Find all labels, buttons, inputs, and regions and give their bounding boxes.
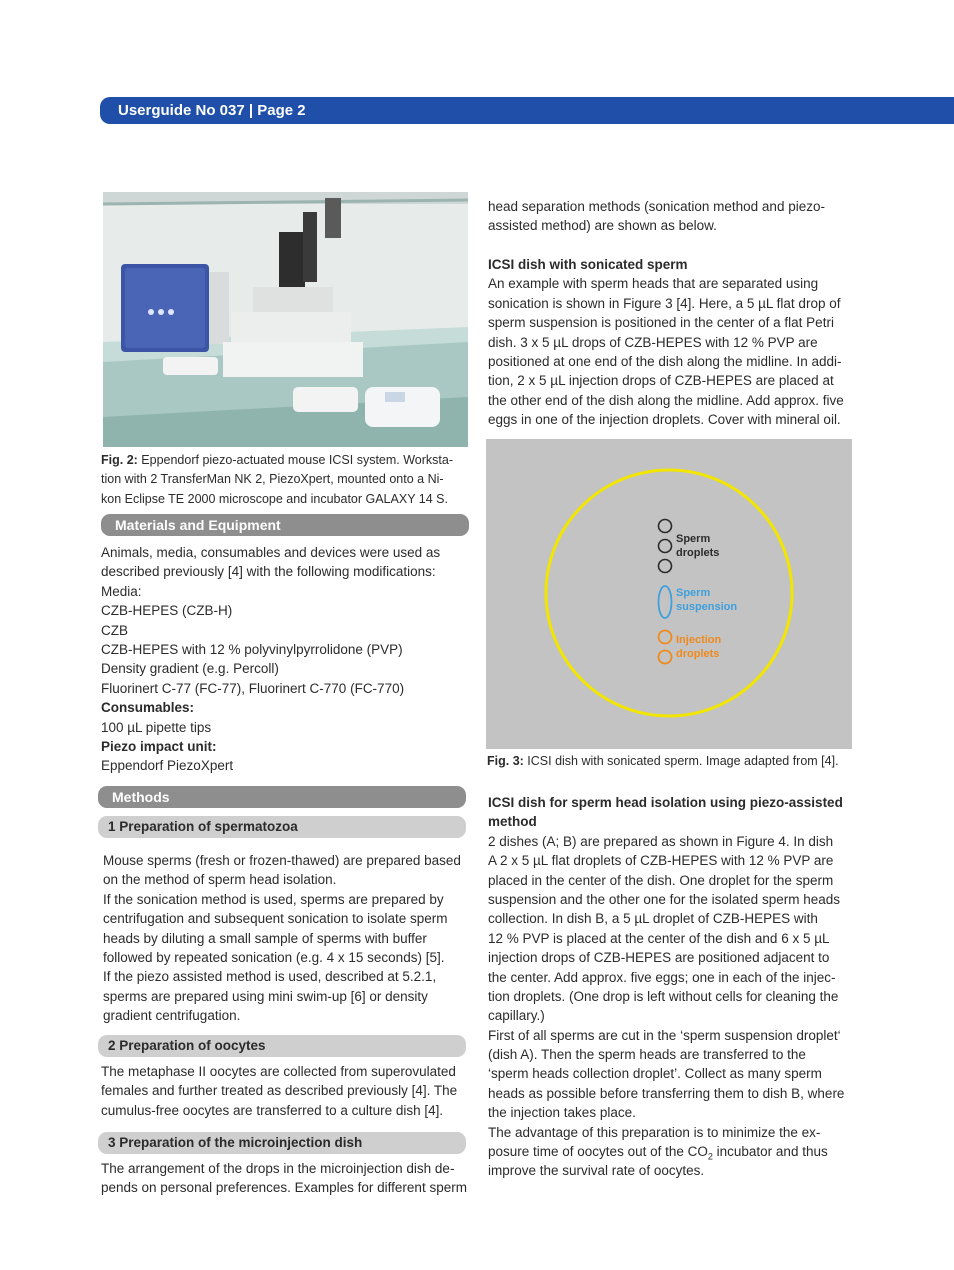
section-1-line: Mouse sperms (fresh or frozen-thawed) are prepared based	[103, 853, 461, 868]
figure-2-label: Fig. 2:	[101, 453, 138, 467]
photo-illustration	[103, 192, 468, 447]
sonicated-line: eggs in one of the injection droplets. Cover with mineral oil.	[488, 412, 841, 428]
intro-line: assisted method) are shown as below.	[488, 218, 717, 234]
page-title: Userguide No 037 | Page 2	[118, 102, 306, 119]
piezo-line: tion droplets. (One drop is left without cells for cleaning the	[488, 988, 839, 1004]
piezo-line: First of all sperms are cut in the ‘sperm suspension droplet‘	[488, 1027, 841, 1043]
section-1-line: If the piezo assisted method is used, described at 5.2.1,	[103, 969, 437, 985]
sonicated-line: dish. 3 x 5 µL drops of CZB-HEPES with 12 % PVP are	[488, 334, 818, 350]
section-2-heading: 2 Preparation of oocytes	[98, 1035, 466, 1057]
piezo-line: heads as possible before transferring them to dish B, where	[488, 1085, 845, 1101]
figure-2-caption-line: Eppendorf piezo-actuated mouse ICSI system. Worksta-	[137, 453, 453, 467]
injection-droplets-label-1: Injection	[676, 634, 722, 646]
sonicated-line: the other end of the dish along the midline. Add approx. five	[488, 392, 844, 408]
consumables-label: Consumables:	[101, 700, 195, 716]
section-2-line: The metaphase II oocytes are collected from superovulated	[101, 1064, 456, 1079]
section-1-line: gradient centrifugation.	[103, 1008, 241, 1024]
materials-line: Density gradient (e.g. Percoll)	[101, 661, 279, 677]
icsi-workstation-photo	[103, 192, 468, 447]
section-2-line: cumulus-free oocytes are transferred to a culture dish [4].	[101, 1102, 444, 1118]
piezo-line: capillary.)	[488, 1008, 545, 1024]
sonicated-line: positioned at one end of the dish along the midline. In addi-	[488, 353, 842, 369]
sperm-droplets-label-1: Sperm	[676, 533, 711, 545]
materials-line: 100 µL pipette tips	[101, 719, 212, 735]
materials-line: CZB-HEPES (CZB-H)	[101, 603, 233, 619]
section-1-line: If the sonication method is used, sperms are prepared by	[103, 891, 444, 907]
piezo-line: suspension and the other one for the isolated sperm heads	[488, 891, 840, 907]
materials-line: Eppendorf PiezoXpert	[101, 758, 234, 774]
section-2-body	[101, 1062, 473, 1120]
sonicated-heading: ICSI dish with sonicated sperm	[488, 257, 688, 272]
piezo-line: the center. Add approx. five eggs; one in each of the injec-	[488, 969, 836, 985]
icsi-dish-diagram	[486, 439, 852, 749]
section-3-body	[101, 1159, 473, 1198]
piezo-line: A 2 x 5 µL flat droplets of CZB-HEPES with 12 % PVP are	[488, 853, 834, 869]
figure-3-caption	[487, 753, 857, 772]
materials-line: Media:	[101, 583, 142, 599]
sperm-droplet	[659, 540, 672, 553]
piezo-line-part: incubator and thus	[712, 1144, 828, 1160]
section-1-line: heads by diluting a small sample of sperms with buffer	[103, 930, 427, 946]
sperm-suspension-label-2: suspension	[676, 601, 738, 613]
header-bar	[100, 97, 954, 124]
section-1-line: centrifugation and subsequent sonication to isolate sperm	[103, 911, 448, 927]
section-1-body	[103, 851, 473, 1026]
methods-heading: Methods	[98, 786, 466, 808]
piezo-line: ‘sperm heads collection droplet’. Collect as many sperm	[488, 1066, 822, 1082]
injection-droplet	[659, 631, 672, 644]
piezo-line: (dish A). Then the sperm heads are transferred to the	[488, 1047, 806, 1063]
materials-line: Fluorinert C-77 (FC-77), Fluorinert C-770 (FC-770)	[101, 680, 405, 696]
piezo-line: The advantage of this preparation is to minimize the ex-	[488, 1124, 821, 1140]
piezo-heading: ICSI dish for sperm head isolation using piezo-assisted	[488, 795, 843, 810]
piezo-line-part: posure time of oocytes out of the CO	[488, 1144, 708, 1160]
intro-text	[488, 197, 858, 236]
intro-line: head separation methods (sonication method and piezo-	[488, 199, 825, 214]
sonicated-section	[488, 255, 858, 430]
section-1-line: sperms are prepared using mini swim-up [6] or density	[103, 988, 428, 1004]
sonicated-line: An example with sperm heads that are separated using	[488, 276, 819, 292]
section-1-heading: 1 Preparation of spermatozoa	[98, 816, 466, 838]
piezo-line: the injection takes place.	[488, 1105, 636, 1121]
materials-line: Animals, media, consumables and devices were used as	[101, 545, 441, 560]
section-2-line: females and further treated as described previously [4]. The	[101, 1083, 458, 1099]
injection-droplets-label-2: droplets	[676, 648, 720, 660]
materials-heading: Materials and Equipment	[101, 514, 469, 536]
sperm-droplets-label-2: droplets	[676, 547, 720, 559]
section-1-line: on the method of sperm head isolation.	[103, 872, 337, 888]
co2-subscript: 2	[707, 1151, 713, 1162]
piezo-line: 12 % PVP is placed at the center of the dish and 6 x 5 µL	[488, 930, 830, 946]
sperm-droplet	[659, 560, 672, 573]
materials-line: CZB-HEPES with 12 % polyvinylpyrrolidone (PVP)	[101, 641, 403, 657]
materials-body	[101, 543, 471, 776]
piezo-impact-unit-label: Piezo impact unit:	[101, 738, 217, 754]
materials-line: described previously [4] with the following modifications:	[101, 564, 436, 580]
materials-line: CZB	[101, 622, 128, 638]
figure-3-diagram	[486, 439, 852, 749]
figure-3-label: Fig. 3:	[487, 754, 524, 768]
petri-dish-outline	[546, 470, 792, 716]
sonicated-line: sperm suspension is positioned in the center of a flat Petri	[488, 315, 834, 331]
figure-2-caption-line: kon Eclipse TE 2000 microscope and incubator GALAXY 14 S.	[101, 491, 448, 506]
figure-3-caption-text: ICSI dish with sonicated sperm. Image adapted from [4].	[523, 754, 839, 768]
sperm-droplet	[659, 520, 672, 533]
sonicated-line: sonication is shown in Figure 3 [4]. Here, a 5 µL flat drop of	[488, 295, 841, 311]
piezo-line-co2	[488, 1142, 858, 1161]
section-3-heading: 3 Preparation of the microinjection dish	[98, 1132, 466, 1154]
section-1-line: followed by repeated sonication (e.g. 4 x 15 seconds) [5].	[103, 949, 445, 965]
piezo-line: placed in the center of the dish. One droplet for the sperm	[488, 872, 834, 888]
injection-droplet	[659, 651, 672, 664]
piezo-line: collection. In dish B, a 5 µL droplet of CZB-HEPES with	[488, 911, 818, 927]
piezo-heading: method	[488, 814, 537, 830]
section-3-line: pends on personal preferences. Examples for different sperm	[101, 1180, 467, 1196]
sperm-suspension-label-1: Sperm	[676, 587, 711, 599]
sonicated-line: tion, 2 x 5 µL injection drops of CZB-HEPES are placed at	[488, 373, 834, 389]
section-3-line: The arrangement of the drops in the microinjection dish de-	[101, 1161, 455, 1176]
piezo-line: injection drops of CZB-HEPES are positioned adjacent to	[488, 950, 830, 966]
sperm-suspension-drop	[659, 586, 672, 618]
figure-2-caption	[101, 452, 471, 510]
piezo-line: 2 dishes (A; B) are prepared as shown in Figure 4. In dish	[488, 833, 834, 849]
figure-2-caption-line: tion with 2 TransferMan NK 2, PiezoXpert, mounted onto a Ni-	[101, 472, 444, 487]
piezo-line: improve the survival rate of oocytes.	[488, 1163, 705, 1179]
piezo-section	[488, 793, 858, 1181]
